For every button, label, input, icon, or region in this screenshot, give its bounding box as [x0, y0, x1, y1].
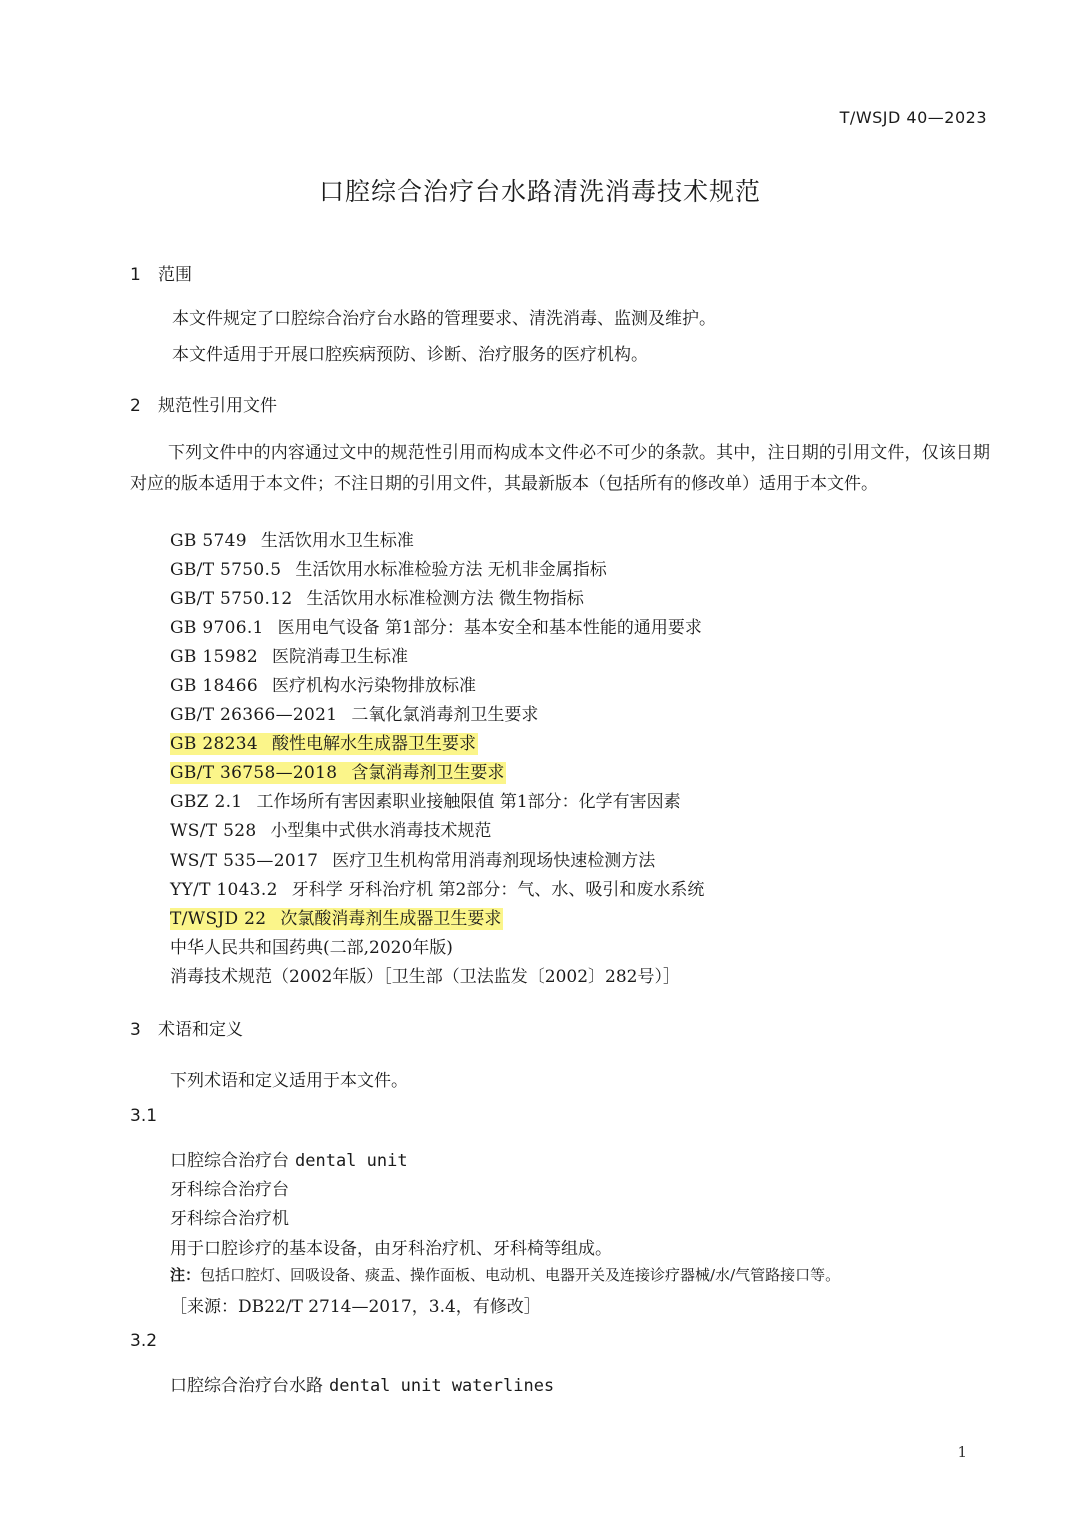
- reference-code: GB/T 5750.12: [170, 589, 293, 610]
- reference-item: [170, 614, 704, 643]
- reference-code: GB 15982: [170, 647, 258, 668]
- section-2-intro: 下列文件中的内容通过文中的规范性引用而构成本文件必不可少的条款。其中，注日期的引用文件，仅该日期对应的版本适用于本文件；不注日期的引用文件，其最新版本（包括所有的修改单）适用于本文件。: [130, 443, 990, 494]
- section-title: 规范性引用文件: [158, 396, 277, 416]
- reference-item: [170, 934, 704, 963]
- clause-3-1-source: ［来源：DB22/T 2714—2017，3.4，有修改］: [170, 1297, 541, 1317]
- reference-item: [170, 817, 704, 846]
- reference-title: 生活饮用水卫生标准: [260, 531, 414, 551]
- reference-code: GB 28234: [170, 734, 258, 755]
- document-title: 口腔综合治疗台水路清洗消毒技术规范: [318, 177, 761, 206]
- clause-3-1-alt-term-2: 牙科综合治疗机: [170, 1209, 289, 1229]
- section-number: 2: [130, 396, 141, 416]
- reference-item: [170, 556, 704, 585]
- reference-title: 小型集中式供水消毒技术规范: [270, 821, 492, 842]
- reference-title: 酸性电解水生成器卫生要求: [271, 734, 476, 755]
- reference-title: 工作场所有害因素职业接触限值 第1部分：化学有害因素: [256, 792, 681, 813]
- reference-code: T/WSJD 22: [170, 908, 267, 929]
- section-number: 3: [130, 1020, 141, 1040]
- term-english: dental unit waterlines: [329, 1376, 555, 1396]
- section-title: 范围: [158, 265, 192, 285]
- reference-title: 含氯消毒剂卫生要求: [351, 763, 505, 784]
- reference-code: GBZ 2.1: [170, 792, 243, 813]
- reference-code: GB 5749: [170, 531, 247, 551]
- reference-code: GB 18466: [170, 676, 258, 697]
- reference-title: 中华人民共和国药典(二部,2020年版): [170, 937, 453, 958]
- reference-item: [170, 847, 704, 876]
- clause-3-1-term: [170, 1146, 408, 1171]
- term-chinese: 口腔综合治疗台水路: [170, 1376, 323, 1396]
- reference-title: 医用电气设备 第1部分：基本安全和基本性能的通用要求: [277, 618, 702, 639]
- reference-code: GB/T 26366—2021: [170, 705, 338, 726]
- reference-item: [170, 672, 704, 701]
- text-highlight: [170, 762, 506, 784]
- reference-item: [170, 527, 704, 556]
- reference-item: [170, 643, 704, 672]
- reference-item-highlighted: [170, 905, 704, 934]
- reference-title: 二氧化氯消毒剂卫生要求: [351, 705, 539, 726]
- reference-code: GB/T 5750.5: [170, 560, 282, 581]
- reference-item: [170, 701, 704, 730]
- term-chinese: 口腔综合治疗台: [170, 1151, 289, 1171]
- clause-3-1-number: 3.1: [130, 1106, 158, 1126]
- term-english: dental unit: [295, 1151, 408, 1171]
- reference-item-highlighted: [170, 730, 704, 759]
- reference-title: 生活饮用水标准检验方法 无机非金属指标: [295, 560, 607, 581]
- reference-code: WS/T 528: [170, 821, 257, 842]
- section-number: 1: [130, 265, 141, 285]
- clause-3-1-alt-term-1: 牙科综合治疗台: [170, 1180, 289, 1200]
- clause-3-1-note: [170, 1264, 840, 1285]
- reference-item: [170, 876, 704, 905]
- section-1-para-2: 本文件适用于开展口腔疾病预防、诊断、治疗服务的医疗机构。: [172, 345, 648, 365]
- text-highlight: [170, 908, 503, 930]
- clause-3-2-number: 3.2: [130, 1331, 158, 1351]
- reference-item-highlighted: [170, 759, 704, 788]
- reference-code: YY/T 1043.2: [170, 879, 278, 900]
- section-3-intro: 下列术语和定义适用于本文件。: [170, 1071, 408, 1091]
- section-2-heading: [130, 391, 277, 416]
- note-label: 注：: [170, 1266, 201, 1284]
- reference-title: 消毒技术规范（2002年版）［卫生部（卫法监发〔2002〕282号）］: [170, 966, 680, 987]
- clause-3-1-definition: 用于口腔诊疗的基本设备，由牙科治疗机、牙科椅等组成。: [170, 1239, 612, 1259]
- normative-references-list: [170, 527, 704, 992]
- reference-title: 生活饮用水标准检测方法 微生物指标: [306, 589, 584, 610]
- standard-code: T/WSJD 40—2023: [839, 108, 987, 127]
- reference-code: GB 9706.1: [170, 618, 264, 639]
- reference-item: [170, 788, 704, 817]
- reference-item: [170, 585, 704, 614]
- reference-title: 医疗机构水污染物排放标准: [271, 676, 476, 697]
- page-number: 1: [957, 1443, 967, 1461]
- reference-code: GB/T 36758—2018: [170, 763, 338, 784]
- reference-title: 医疗卫生机构常用消毒剂现场快速检测方法: [332, 850, 656, 871]
- reference-title: 次氯酸消毒剂生成器卫生要求: [280, 908, 502, 929]
- section-1-heading: [130, 260, 192, 285]
- reference-code: WS/T 535—2017: [170, 850, 319, 871]
- section-title: 术语和定义: [158, 1020, 243, 1040]
- text-highlight: [170, 733, 478, 755]
- reference-item: [170, 963, 704, 992]
- clause-3-2-term: [170, 1371, 554, 1396]
- reference-title: 牙科学 牙科治疗机 第2部分：气、水、吸引和废水系统: [291, 879, 705, 900]
- section-1-para-1: 本文件规定了口腔综合治疗台水路的管理要求、清洗消毒、监测及维护。: [172, 309, 716, 329]
- reference-title: 医院消毒卫生标准: [271, 647, 408, 668]
- note-text: 包括口腔灯、回吸设备、痰盂、操作面板、电动机、电器开关及连接诊疗器械/水/气管路接口等。: [200, 1266, 841, 1284]
- section-3-heading: [130, 1015, 243, 1040]
